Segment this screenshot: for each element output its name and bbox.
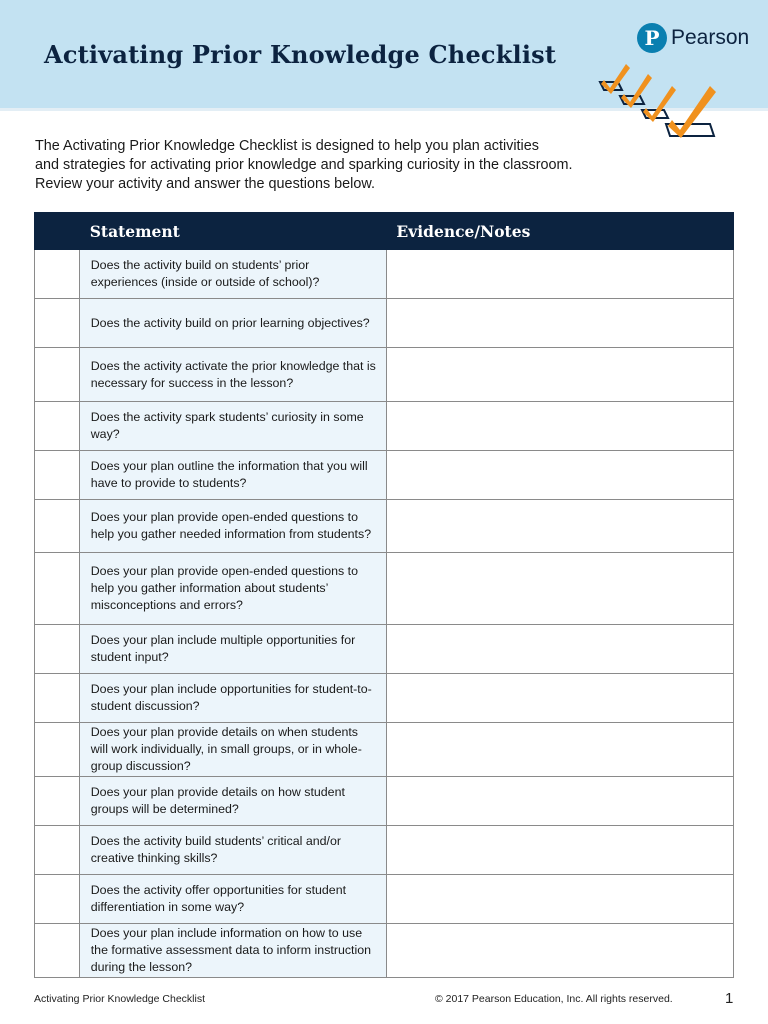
evidence-notes-cell[interactable] — [387, 500, 734, 553]
page-number: 1 — [725, 990, 734, 1007]
intro-line: Review your activity and answer the questions below. — [35, 176, 375, 192]
pearson-logo — [637, 22, 749, 54]
intro-paragraph — [35, 137, 675, 194]
evidence-notes-cell[interactable] — [387, 553, 734, 625]
statement-cell: Does your plan include opportunities for student-to-student discussion? — [79, 674, 387, 723]
evidence-notes-cell[interactable] — [387, 723, 734, 777]
statement-cell: Does the activity build students’ critical and/or creative thinking skills? — [79, 826, 387, 875]
check-cell[interactable] — [35, 402, 80, 451]
evidence-notes-cell[interactable] — [387, 299, 734, 348]
evidence-notes-cell[interactable] — [387, 625, 734, 674]
evidence-notes-cell[interactable] — [387, 826, 734, 875]
check-cell[interactable] — [35, 924, 80, 978]
table-row — [35, 500, 734, 553]
intro-line: and strategies for activating prior knowledge and sparking curiosity in the classroom. — [35, 157, 573, 173]
statement-cell: Does your plan provide details on how student groups will be determined? — [79, 777, 387, 826]
statement-cell: Does your plan outline the information that you will have to provide to students? — [79, 451, 387, 500]
table-row — [35, 777, 734, 826]
evidence-notes-cell[interactable] — [387, 451, 734, 500]
check-cell[interactable] — [35, 723, 80, 777]
checkbox-column-header — [35, 213, 80, 250]
footer-copyright: © 2017 Pearson Education, Inc. All rights reserved. — [435, 993, 673, 1005]
evidence-notes-cell[interactable] — [387, 250, 734, 299]
checklist-table — [34, 212, 734, 978]
checklist-checkmarks-icon — [596, 60, 720, 146]
table-row — [35, 674, 734, 723]
statement-cell: Does the activity build on students’ prior experiences (inside or outside of school)? — [79, 250, 387, 299]
logo-text: Pearson — [671, 26, 750, 49]
check-cell[interactable] — [35, 826, 80, 875]
evidence-notes-cell[interactable] — [387, 875, 734, 924]
evidence-column-header: Evidence/Notes — [387, 213, 734, 250]
check-cell[interactable] — [35, 674, 80, 723]
table-row — [35, 250, 734, 299]
table-header-row — [35, 213, 734, 250]
evidence-notes-cell[interactable] — [387, 402, 734, 451]
statement-cell: Does the activity activate the prior knowledge that is necessary for success in the lesson? — [79, 348, 387, 402]
check-cell[interactable] — [35, 348, 80, 402]
statement-cell: Does the activity build on prior learning objectives? — [79, 299, 387, 348]
intro-line: The Activating Prior Knowledge Checklist is designed to help you plan activities — [35, 138, 539, 154]
page-title: Activating Prior Knowledge Checklist — [44, 40, 557, 69]
statement-cell: Does your plan provide open-ended questions to help you gather needed information from students? — [79, 500, 387, 553]
check-cell[interactable] — [35, 625, 80, 674]
statement-cell: Does your plan provide open-ended questions to help you gather information about students’ misconceptions and errors? — [79, 553, 387, 625]
footer-document-title: Activating Prior Knowledge Checklist — [34, 993, 205, 1005]
statement-cell: Does the activity spark students’ curiosity in some way? — [79, 402, 387, 451]
check-cell[interactable] — [35, 777, 80, 826]
check-cell[interactable] — [35, 250, 80, 299]
table-row — [35, 348, 734, 402]
check-cell[interactable] — [35, 875, 80, 924]
check-cell[interactable] — [35, 299, 80, 348]
statement-cell: Does the activity offer opportunities for student differentiation in some way? — [79, 875, 387, 924]
statement-cell: Does your plan provide details on when students will work individually, in small groups, or in whole-group discussion? — [79, 723, 387, 777]
table-row — [35, 402, 734, 451]
table-row — [35, 875, 734, 924]
table-row — [35, 299, 734, 348]
statement-cell: Does your plan include multiple opportunities for student input? — [79, 625, 387, 674]
check-cell[interactable] — [35, 451, 80, 500]
evidence-notes-cell[interactable] — [387, 348, 734, 402]
table-row — [35, 553, 734, 625]
evidence-notes-cell[interactable] — [387, 674, 734, 723]
statement-cell: Does your plan include information on how to use the formative assessment data to inform instruction during the lesson? — [79, 924, 387, 978]
table-row — [35, 625, 734, 674]
evidence-notes-cell[interactable] — [387, 924, 734, 978]
table-row — [35, 826, 734, 875]
table-row — [35, 451, 734, 500]
check-cell[interactable] — [35, 500, 80, 553]
check-cell[interactable] — [35, 553, 80, 625]
table-row — [35, 924, 734, 978]
statement-column-header: Statement — [79, 213, 387, 250]
evidence-notes-cell[interactable] — [387, 777, 734, 826]
table-row — [35, 723, 734, 777]
pearson-p-icon: P — [637, 23, 667, 53]
